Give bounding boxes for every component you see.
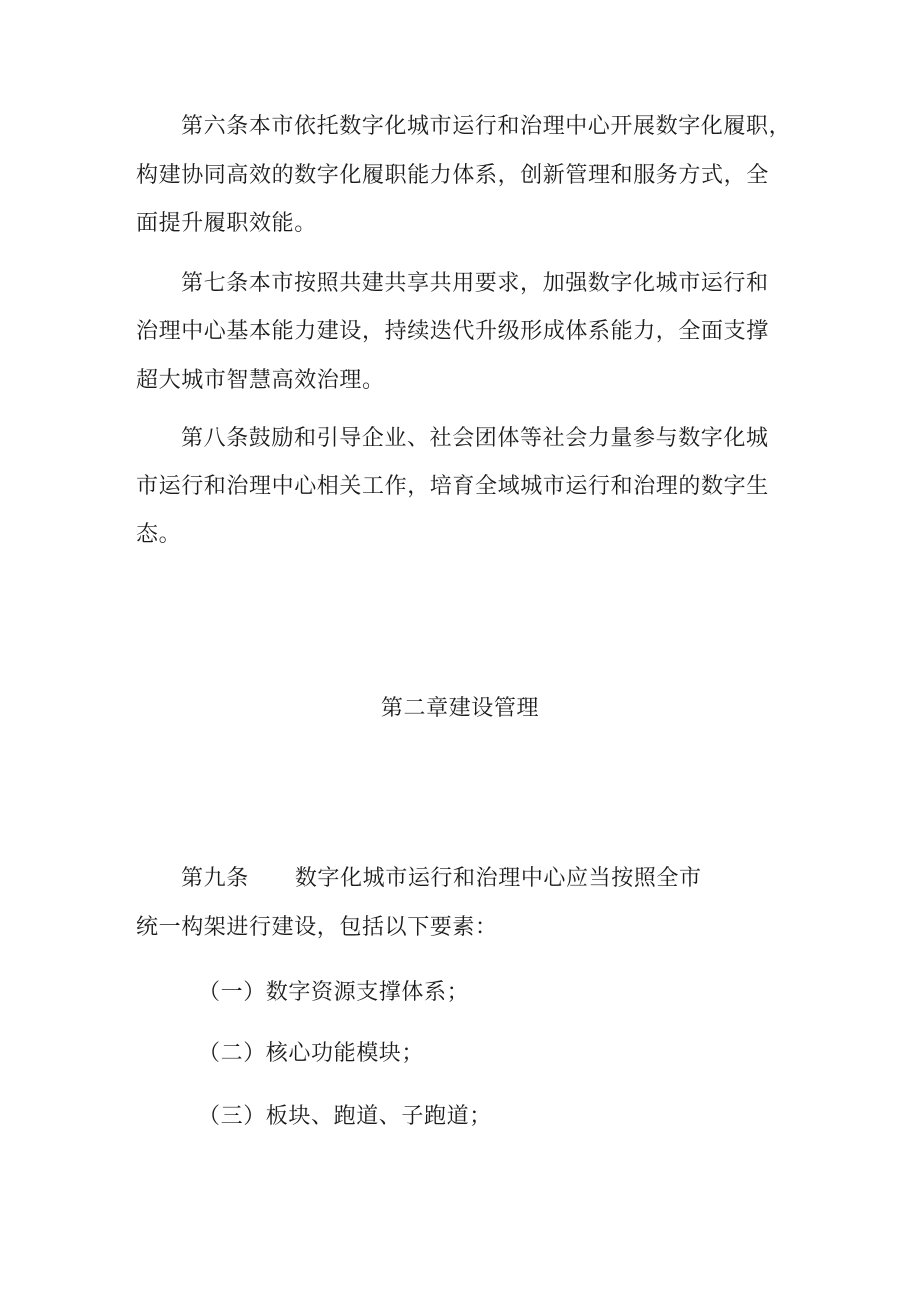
article8-line2: 市运行和治理中心相关工作，培育全域城市运行和治理的数字生	[136, 474, 769, 499]
article6-line3: 面提升履职效能。	[136, 211, 317, 236]
article9-line1	[181, 864, 841, 894]
article6-line1: 第六条本市依托数字化城市运行和治理中心开展数字化履职，	[181, 114, 792, 139]
list-item: （三）板块、跑道、子跑道；	[198, 1104, 492, 1129]
article7-line2: 治理中心基本能力建设，持续迭代升级形成体系能力，全面支撑	[136, 319, 769, 344]
article8-line1: 第八条鼓励和引导企业、社会团体等社会力量参与数字化城	[181, 426, 769, 451]
article7-line3: 超大城市智慧高效治理。	[136, 368, 385, 393]
article6-line2: 构建协同高效的数字化履职能力体系，创新管理和服务方式，全	[136, 163, 769, 188]
article9-number: 第九条	[181, 866, 249, 891]
article9-line2: 统一构架进行建设，包括以下要素：	[136, 915, 498, 940]
list-item: （一）数字资源支撑体系；	[198, 980, 470, 1005]
chapter-heading: 第二章建设管理	[380, 696, 540, 721]
article8-line3: 态。	[136, 522, 182, 547]
article9-line1-text: 数字化城市运行和治理中心应当按照全市	[294, 866, 702, 891]
article7-line1: 第七条本市按照共建共享共用要求，加强数字化城市运行和	[181, 271, 769, 296]
list-item: （二）核心功能模块；	[198, 1041, 425, 1066]
